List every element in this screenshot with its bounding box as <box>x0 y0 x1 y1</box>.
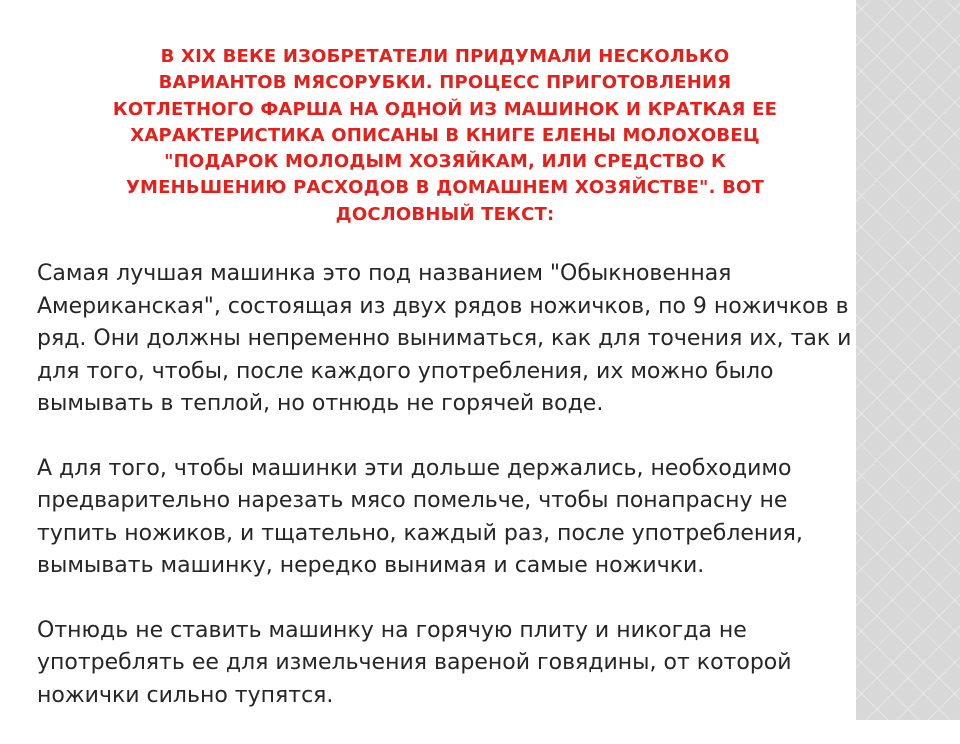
slide-title: В XIX ВЕКЕ ИЗОБРЕТАТЕЛИ ПРИДУМАЛИ НЕСКОЛЬКО ВАРИАНТОВ МЯСОРУБКИ. ПРОЦЕСС ПРИГОТОВЛЕНИЯ КОТЛЕТНОГО ФАРША НА ОДНОЙ ИЗ МАШИНОК И КРАТКАЯ ЕЕ ХАРАКТЕРИСТИКА ОПИСАНЫ В КНИГЕ ЕЛЕНЫ МОЛОХОВЕЦ "ПОДАРОК МОЛОДЫМ ХОЗЯЙКАМ, ИЛИ СРЕДСТВО К УМЕНЬШЕНИЮ РАСХОДОВ В ДОМАШНЕМ ХОЗЯЙСТВЕ". ВОТ ДОСЛОВНЫЙ ТЕКСТ: <box>112 46 778 225</box>
body-paragraph-2: А для того, чтобы машинки эти дольше держались, необходимо предварительно нарезать мясо помельче, чтобы понапрасну не тупить ножиков, и тщательно, каждый раз, после употребления, вымывать машинку, нередко вынимая и самые ножички. <box>37 455 803 578</box>
body-paragraph-1: Самая лучшая машинка это под названием "Обыкновенная Американская", состоящая из двух рядов ножичков, по 9 ножичков в ряд. Они должны непременно выниматься, как для точения их, так и для того, чтобы, после каждого употребления, их можно было вымывать в теплой, но отнюдь не горячей воде. <box>37 261 852 416</box>
slide-body <box>37 258 857 744</box>
decorative-side-panel <box>856 0 960 720</box>
body-paragraph-3: Отнюдь не ставить машинку на горячую плиту и никогда не употреблять ее для измельчения вареной говядины, от которой ножички сильно тупятся. <box>37 617 792 708</box>
